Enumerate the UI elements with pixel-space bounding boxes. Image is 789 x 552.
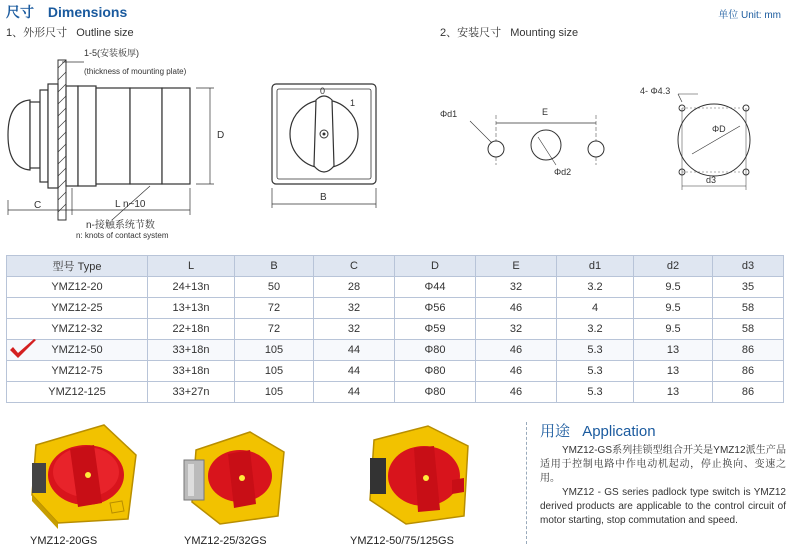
cell-d3: 35 — [713, 277, 784, 298]
table-row — [7, 319, 784, 340]
application-text-en: YMZ12 - GS series padlock type switch is YMZ12 derived products are applicable to the control circuit of motor starting, stop commutation and speed. — [540, 487, 786, 526]
cell-d: Φ56 — [395, 298, 476, 319]
cell-type: YMZ12-125 — [7, 382, 148, 403]
mounting-heading-en: Mounting size — [510, 27, 579, 39]
col-type: 型号 Type — [7, 256, 148, 277]
product-image-20gs — [18, 415, 148, 530]
cell-l: 13+13n — [148, 298, 235, 319]
cell-e: 46 — [476, 340, 557, 361]
cell-b: 72 — [235, 319, 314, 340]
page-title — [6, 2, 127, 22]
cell-e: 46 — [476, 361, 557, 382]
cell-d3: 58 — [713, 298, 784, 319]
cell-d: Φ59 — [395, 319, 476, 340]
cell-d2: 9.5 — [634, 319, 713, 340]
table-row — [7, 277, 784, 298]
dim-d-label: D — [217, 130, 225, 141]
cell-l: 22+18n — [148, 319, 235, 340]
big-dia-label: ΦD — [712, 124, 726, 134]
table-header-row — [7, 256, 784, 277]
outline-front-view — [268, 80, 388, 215]
d1-label: Φd1 — [440, 109, 458, 119]
spec-table — [6, 255, 784, 403]
cell-d3: 86 — [713, 382, 784, 403]
cell-l: 33+18n — [148, 361, 235, 382]
cell-c: 44 — [314, 340, 395, 361]
cell-b: 105 — [235, 361, 314, 382]
application-text-cn: YMZ12-GS系列挂锁型组合开关是YMZ12派生产品适用于控制电路中作电动机起动，停止换向、变速之用。 — [540, 445, 786, 484]
cell-d2: 9.5 — [634, 277, 713, 298]
position-1-label: 1 — [350, 98, 356, 108]
product-label-25-32gs: YMZ12-25/32GS — [184, 535, 267, 547]
outline-heading-en: Outline size — [76, 27, 134, 39]
table-row — [7, 382, 784, 403]
col-l: L — [148, 256, 235, 277]
mounting-circle-view — [632, 82, 772, 202]
knots-en: n: knots of contact system — [76, 231, 169, 240]
cell-d3: 58 — [713, 319, 784, 340]
cell-type: YMZ12-25 — [7, 298, 148, 319]
d2-label: Φd2 — [554, 167, 572, 177]
e-label: E — [542, 107, 549, 117]
mounting-heading — [440, 24, 578, 40]
col-d2: d2 — [634, 256, 713, 277]
cell-d3: 86 — [713, 340, 784, 361]
outline-side-view — [0, 40, 260, 245]
col-b: B — [235, 256, 314, 277]
mounting-heading-cn: 2、安装尺寸 — [440, 27, 502, 39]
col-d1: d1 — [557, 256, 634, 277]
product-label-50-75-125gs: YMZ12-50/75/125GS — [350, 535, 454, 547]
plate-thickness-cn: 1-5(安装板厚) — [84, 48, 140, 58]
cell-type: YMZ12-32 — [7, 319, 148, 340]
cell-e: 32 — [476, 277, 557, 298]
application-text — [540, 444, 786, 528]
unit-label: 单位 Unit: mm — [718, 10, 781, 21]
cell-type: YMZ12-50 — [7, 340, 148, 361]
position-0-label: 0 — [320, 86, 326, 96]
cell-b: 105 — [235, 382, 314, 403]
table-row — [7, 298, 784, 319]
cell-d1: 4 — [557, 298, 634, 319]
cell-d: Φ80 — [395, 382, 476, 403]
cell-c: 32 — [314, 319, 395, 340]
title-en: Dimensions — [47, 4, 128, 20]
application-title-cn: 用途 — [540, 423, 571, 440]
cell-d2: 13 — [634, 361, 713, 382]
dim-c-label: C — [34, 200, 42, 211]
cell-d2: 13 — [634, 382, 713, 403]
cell-e: 32 — [476, 319, 557, 340]
cell-type: YMZ12-75 — [7, 361, 148, 382]
mounting-hole-pattern — [430, 85, 620, 195]
product-label-20gs: YMZ12-20GS — [30, 535, 98, 547]
cell-c: 28 — [314, 277, 395, 298]
cell-e: 46 — [476, 298, 557, 319]
cell-d3: 86 — [713, 361, 784, 382]
cell-c: 44 — [314, 382, 395, 403]
dim-b-label: B — [320, 192, 327, 203]
title-cn: 尺寸 — [6, 4, 34, 20]
cell-c: 32 — [314, 298, 395, 319]
cell-d: Φ80 — [395, 361, 476, 382]
col-d: D — [395, 256, 476, 277]
knots-cn: n-接触系统节数 — [86, 220, 155, 231]
application-title — [540, 420, 656, 441]
cell-b: 50 — [235, 277, 314, 298]
cell-d1: 5.3 — [557, 382, 634, 403]
cell-d1: 5.3 — [557, 340, 634, 361]
cell-b: 105 — [235, 340, 314, 361]
cell-c: 44 — [314, 361, 395, 382]
dim-l-label: L n~10 — [115, 199, 146, 210]
cell-l: 33+27n — [148, 382, 235, 403]
cell-d: Φ44 — [395, 277, 476, 298]
table-row — [7, 340, 784, 361]
cell-l: 33+18n — [148, 340, 235, 361]
plate-thickness-en: (thickness of mounting plate) — [84, 67, 187, 76]
outline-heading-cn: 1、外形尺寸 — [6, 27, 68, 39]
col-c: C — [314, 256, 395, 277]
cell-d2: 9.5 — [634, 298, 713, 319]
cell-d1: 5.3 — [557, 361, 634, 382]
product-image-25-32gs — [180, 420, 300, 530]
col-e: E — [476, 256, 557, 277]
cell-type: YMZ12-20 — [7, 277, 148, 298]
product-image-50-75-125gs — [360, 418, 480, 530]
application-divider — [526, 422, 528, 544]
cell-d1: 3.2 — [557, 319, 634, 340]
cell-e: 46 — [476, 382, 557, 403]
checkmark-icon — [8, 338, 38, 360]
col-d3: d3 — [713, 256, 784, 277]
outline-heading — [6, 24, 134, 40]
d3-label: d3 — [706, 175, 717, 185]
application-title-en: Application — [582, 423, 656, 440]
table-row — [7, 361, 784, 382]
holes-label: 4- Φ4.3 — [640, 86, 671, 96]
cell-b: 72 — [235, 298, 314, 319]
cell-d1: 3.2 — [557, 277, 634, 298]
cell-d: Φ80 — [395, 340, 476, 361]
cell-d2: 13 — [634, 340, 713, 361]
cell-l: 24+13n — [148, 277, 235, 298]
